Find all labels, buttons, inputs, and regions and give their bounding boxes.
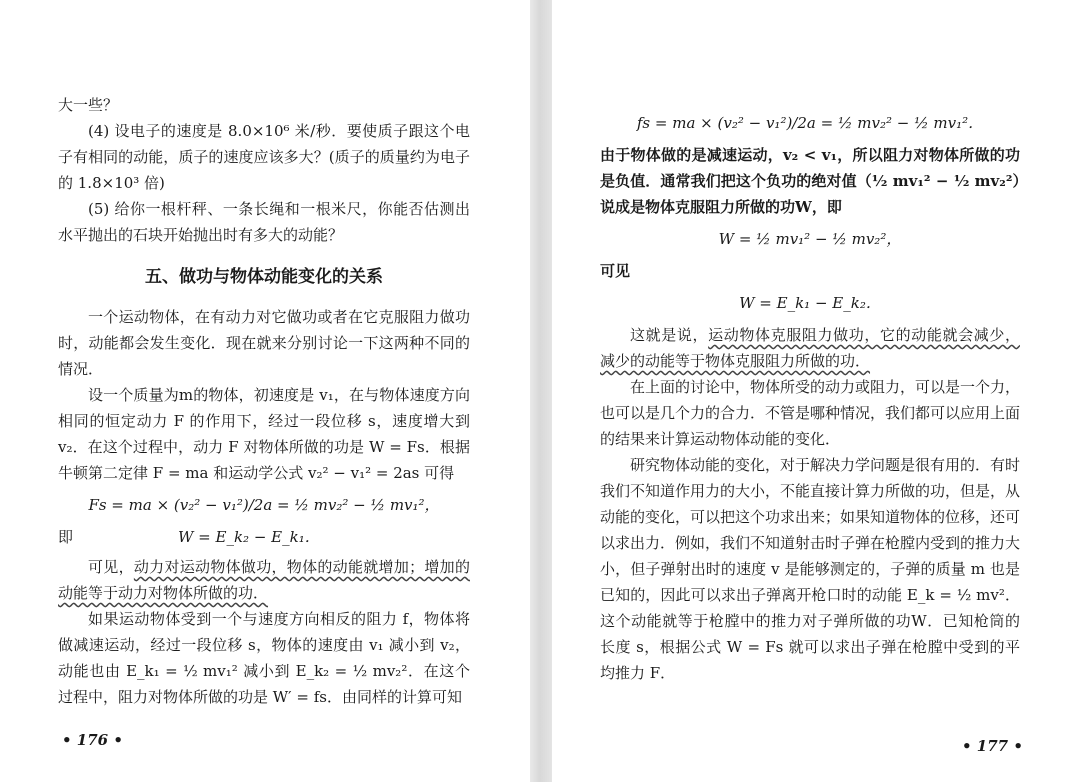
equation: W = ½ mv₁² − ½ mv₂²， — [718, 230, 902, 248]
conclusion-paragraph — [600, 322, 1020, 374]
paragraph: 如果运动物体受到一个与速度方向相反的阻力 f，物体将做减速运动，经过一段位移 s，物体的速度由 v₁ 减小到 v₂，动能也由 E_k₁ = ½ mv₁² 减小到 E_k₂ = ½ mv₂²．在这个过程中，阻力对物体所做的功是 W′ = fs．由同样的计算可知 — [58, 610, 470, 706]
emphasized-text: 动力对运动物体做功，物体的动能就增加；增加的动能等于动力对物体所做的功． — [58, 558, 470, 602]
right-page — [552, 0, 1080, 782]
text-line: 大一些？ — [58, 96, 119, 114]
equation-label: 即 — [58, 528, 74, 546]
equation-row — [58, 524, 470, 550]
equation: Fs = ma × (v₂² − v₁²)/2a = ½ mv₂² − ½ mv₁²， — [88, 496, 440, 514]
page-number: • 176 • — [62, 731, 123, 749]
equation: W = E_k₁ − E_k₂． — [739, 294, 881, 312]
exercise-5: (5) 给你一根杆秤、一条长绳和一根米尺，你能否估测出水平抛出的石块开始抛出时有多大的动能？ — [58, 200, 470, 244]
right-page-content — [600, 104, 1020, 686]
emphasized-text: 运动物体克服阻力做功，它的动能就会减少，减少的动能等于物体克服阻力所做的功． — [600, 326, 1020, 370]
paragraph: 在上面的讨论中，物体所受的动力或阻力，可以是一个力，也可以是几个力的合力．不管是哪种情况，我们都可以应用上面的结果来计算运动物体动能的变化． — [600, 378, 1021, 448]
text-span: 可见， — [88, 558, 134, 576]
paragraph: 一个运动物体，在有动力对它做功或者在它克服阻力做功时，动能都会发生变化．现在就来分别讨论一下这两种不同的情况． — [58, 308, 470, 378]
paragraph: 由于物体做的是减速运动，v₂ < v₁，所以阻力对物体所做的功是负值．通常我们把这个负功的绝对值（½ mv₁² − ½ mv₂²）说成是物体克服阻力所做的功W，即 — [600, 146, 1020, 216]
paragraph: 研究物体动能的变化，对于解决力学问题是很有用的．有时我们不知道作用力的大小，不能直接计算力所做的功，但是，从动能的变化，可以把这个功求出来；如果知道物体的位移，还可以求出力．例如，我们不知道射击时子弹在枪膛内受到的推力大小，但子弹射出时的速度 v 是能够测定的，子弹的质量 m 也是已知的，因此可以求出子弹离开枪口时的动能 E_k = ½ mv²．这个动能就等于枪膛中的推力对子弹所做的功W．已知枪筒的长度 s，根据公式 W = Fs 就可以求出子弹在枪膛中受到的平均推力 F． — [600, 456, 1021, 682]
left-page — [0, 0, 530, 782]
paragraph: 可见 — [600, 262, 631, 280]
text-span: 这就是说， — [630, 326, 709, 344]
conclusion-paragraph — [58, 554, 470, 606]
equation: fs = ma × (v₂² − v₁²)/2a = ½ mv₂² − ½ mv₁²． — [636, 114, 984, 132]
exercise-4: (4) 设电子的速度是 8.0×10⁶ 米/秒．要使质子跟这个电子有相同的动能，质子的速度应该多大？(质子的质量约为电子的 1.8×10³ 倍) — [58, 122, 470, 192]
paragraph: 设一个质量为m的物体，初速度是 v₁，在与物体速度方向相同的恒定动力 F 的作用下，经过一段位移 s，速度增大到 v₂．在这个过程中，动力 F 对物体所做的功是 W = Fs．根据牛顿第二定律 F = ma 和运动学公式 v₂² − v₁² = 2as 可得 — [58, 386, 470, 482]
equation: W = E_k₂ − E_k₁． — [178, 528, 320, 546]
left-page-content — [58, 92, 470, 710]
book-gutter — [530, 0, 552, 782]
section-title: 五、做功与物体动能变化的关系 — [145, 267, 383, 287]
page-number: • 177 • — [962, 737, 1023, 755]
